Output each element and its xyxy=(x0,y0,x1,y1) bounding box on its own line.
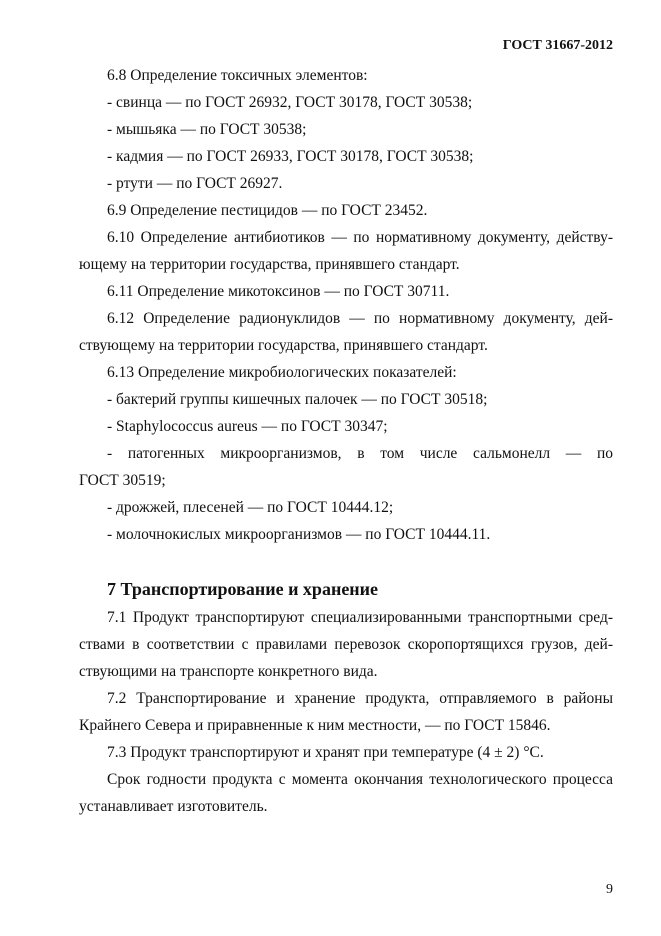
list-item: - молочнокислых микроорганизмов — по ГОСТ 10444.11. xyxy=(107,526,491,543)
list-item: - свинца — по ГОСТ 26932, ГОСТ 30178, ГОСТ 30538; xyxy=(107,94,473,111)
text-line: 7.3 Продукт транспортируют и хранят при температуре (4 ± 2) °С. xyxy=(107,744,544,761)
list-item: - ртути — по ГОСТ 26927. xyxy=(107,175,283,192)
text-line: 7.1 Продукт транспортируют специализированными транспортными сред- xyxy=(107,609,613,626)
text-line: 7.2 Транспортирование и хранение продукта, отправляемого в районы xyxy=(107,690,613,707)
text-line: ГОСТ 30519; xyxy=(79,472,166,489)
text-line: 6.9 Определение пестицидов — по ГОСТ 23452. xyxy=(107,202,428,219)
text-line: устанавливает изготовитель. xyxy=(79,798,268,815)
document-body xyxy=(79,62,613,820)
section-heading: 7 Транспортирование и хранение xyxy=(107,579,379,599)
text-line: Крайнего Севера и приравненные к ним местности, — по ГОСТ 15846. xyxy=(79,717,551,734)
text-line: ствующими на транспорте конкретного вида. xyxy=(79,663,378,680)
list-item: - Staphylococcus aureus — по ГОСТ 30347; xyxy=(107,418,388,435)
document-id-header: ГОСТ 31667-2012 xyxy=(502,38,613,53)
list-item: - кадмия — по ГОСТ 26933, ГОСТ 30178, ГОСТ 30538; xyxy=(107,148,474,165)
list-item: - бактерий группы кишечных палочек — по ГОСТ 30518; xyxy=(107,391,488,408)
text-line: 6.8 Определение токсичных элементов: xyxy=(107,67,368,84)
text-line: ющему на территории государства, принявшего стандарт. xyxy=(79,256,460,273)
text-line: Срок годности продукта с момента окончания технологического процесса xyxy=(107,771,613,788)
list-item: - патогенных микроорганизмов, в том числе сальмонелл — по xyxy=(107,445,613,462)
text-line: 6.11 Определение микотоксинов — по ГОСТ 30711. xyxy=(107,283,450,300)
list-item: - мышьяка — по ГОСТ 30538; xyxy=(107,121,307,138)
text-line: 6.10 Определение антибиотиков — по нормативному документу, действу- xyxy=(107,229,613,246)
list-item: - дрожжей, плесеней — по ГОСТ 10444.12; xyxy=(107,499,394,516)
page-number: 9 xyxy=(606,882,613,897)
text-line: 6.12 Определение радионуклидов — по нормативному документу, дей- xyxy=(107,310,613,327)
text-line: 6.13 Определение микробиологических показателей: xyxy=(107,364,457,381)
text-line: ствующему на территории государства, принявшего стандарт. xyxy=(79,337,488,354)
text-line: ствами в соответствии с правилами перевозок скоропортящихся грузов, дей- xyxy=(79,636,613,653)
